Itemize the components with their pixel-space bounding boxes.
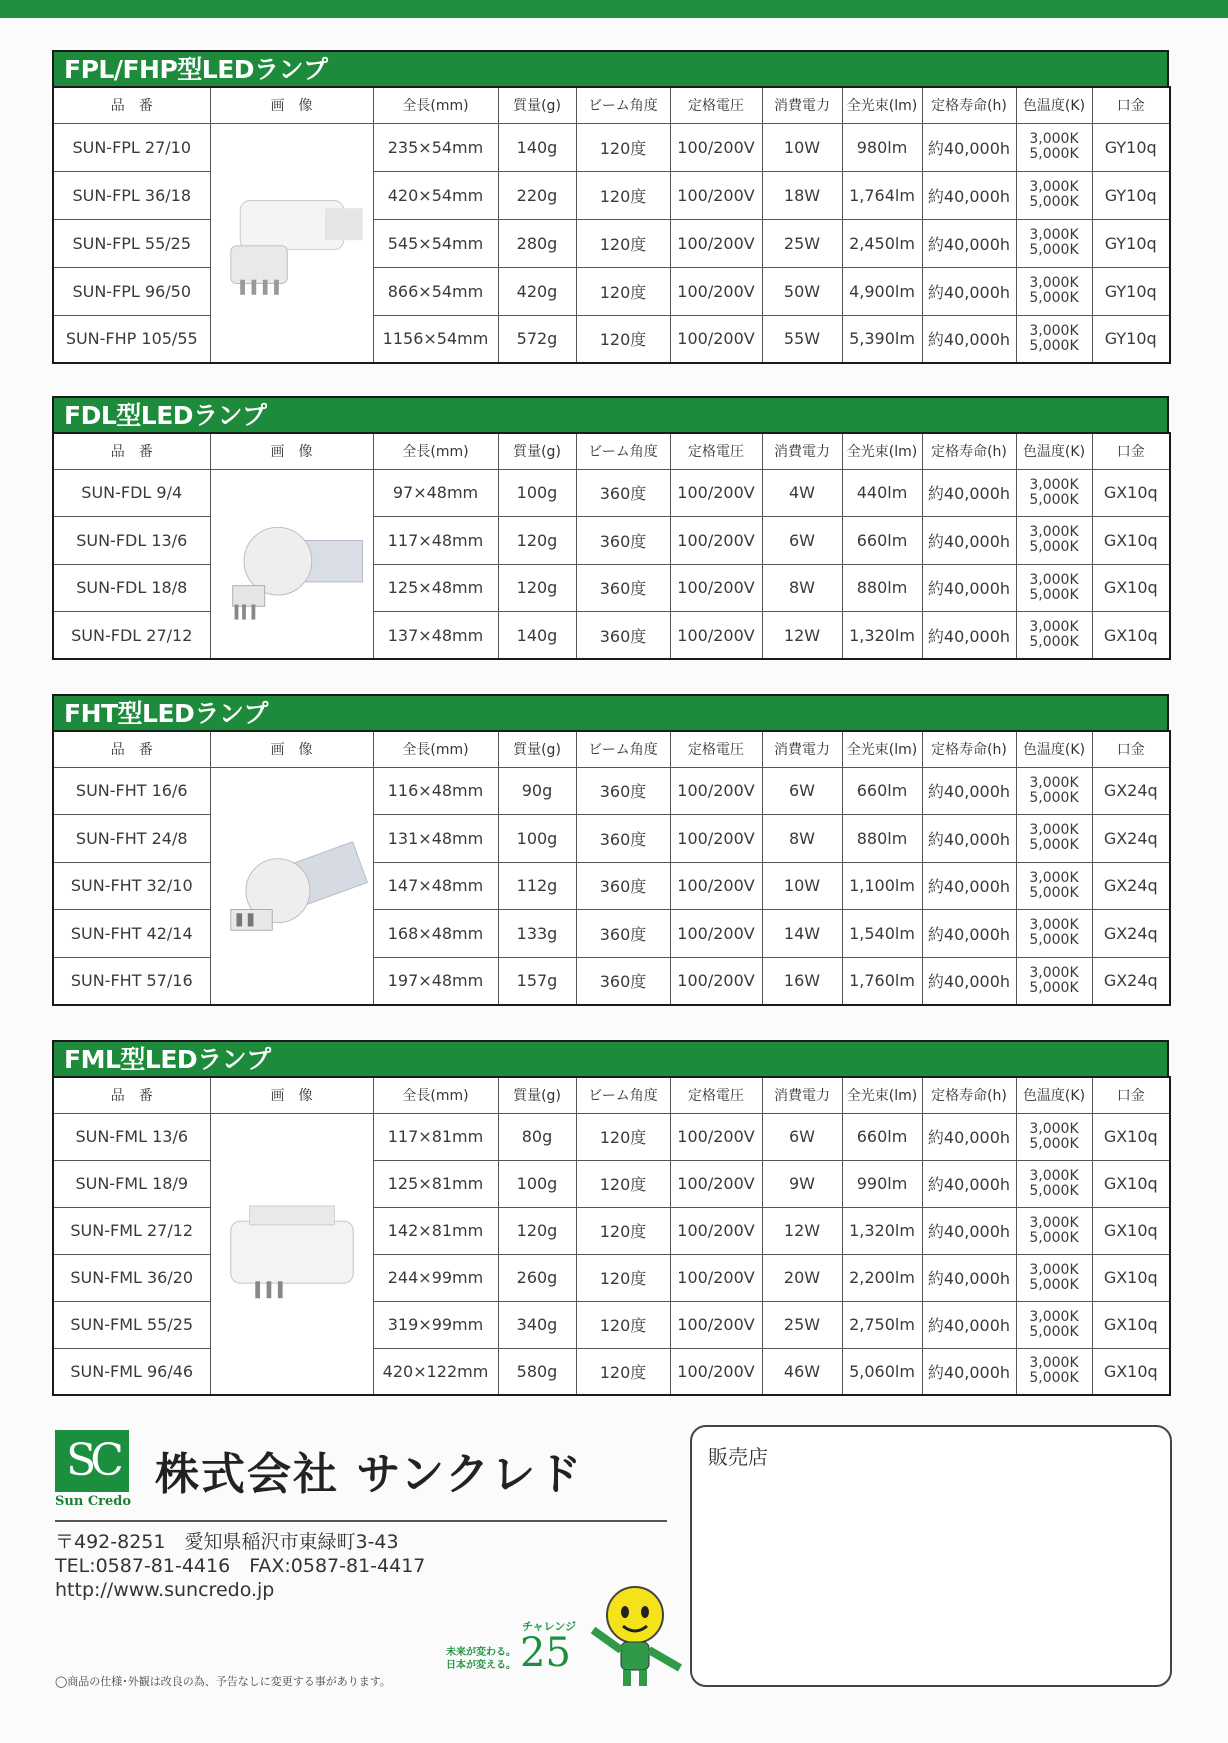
header-row: [53, 433, 1170, 469]
spec-cell: 25W: [762, 1301, 842, 1348]
spec-cell: 6W: [762, 1113, 842, 1160]
lamp-fdl-image-icon: [212, 499, 372, 629]
column-header: 画 像: [210, 1077, 373, 1113]
spec-cell: 4W: [762, 469, 842, 517]
column-header: ビーム角度: [576, 1077, 670, 1113]
spec-cell: 14W: [762, 910, 842, 958]
spec-cell: 660lm: [842, 767, 922, 815]
spec-cell: GX10q: [1092, 1254, 1170, 1301]
spec-cell: 360度: [576, 957, 670, 1005]
section-title: FML型LEDランプ: [52, 1040, 1169, 1076]
spec-cell: 90g: [498, 767, 576, 815]
spec-cell: 100/200V: [670, 767, 762, 815]
color-temp-cell: 3,000K 5,000K: [1016, 767, 1092, 815]
color-temp-cell: 3,000K 5,000K: [1016, 862, 1092, 910]
mascot-bulb-character-icon: [585, 1580, 685, 1690]
dealer-label: 販売店: [708, 1445, 768, 1469]
color-temp-cell: 3,000K 5,000K: [1016, 315, 1092, 363]
spec-cell: 25W: [762, 219, 842, 267]
spec-cell: 100/200V: [670, 564, 762, 612]
color-temp-cell: 3,000K 5,000K: [1016, 1207, 1092, 1254]
spec-cell: 約40,000h: [922, 517, 1016, 565]
spec-cell: 100/200V: [670, 219, 762, 267]
challenge-25-logo: [440, 1618, 590, 1678]
model-number-cell: SUN-FHT 32/10: [53, 862, 210, 910]
spec-cell: 6W: [762, 517, 842, 565]
color-temp-cell: 3,000K 5,000K: [1016, 219, 1092, 267]
company-address: 〒492-8251 愛知県稲沢市東緑町3-43: [55, 1531, 399, 1553]
spec-cell: 約40,000h: [922, 767, 1016, 815]
spec-cell: 880lm: [842, 815, 922, 863]
color-temp-cell: 3,000K 5,000K: [1016, 171, 1092, 219]
spec-cell: 約40,000h: [922, 1160, 1016, 1207]
spec-cell: 1,764lm: [842, 171, 922, 219]
column-header: 口金: [1092, 87, 1170, 123]
spec-cell: 約40,000h: [922, 171, 1016, 219]
column-header: 質量(g): [498, 1077, 576, 1113]
color-temp-cell: 3,000K 5,000K: [1016, 1254, 1092, 1301]
spec-cell: 1,320lm: [842, 1207, 922, 1254]
color-temp-cell: 3,000K 5,000K: [1016, 123, 1092, 171]
model-number-cell: SUN-FHT 16/6: [53, 767, 210, 815]
spec-cell: 420×54mm: [373, 171, 498, 219]
spec-cell: GX24q: [1092, 815, 1170, 863]
table-row: [53, 767, 1170, 815]
company-url[interactable]: http://www.suncredo.jp: [55, 1579, 275, 1601]
spec-cell: 117×81mm: [373, 1113, 498, 1160]
section-title: FDL型LEDランプ: [52, 396, 1169, 432]
column-header: 品 番: [53, 87, 210, 123]
spec-cell: 116×48mm: [373, 767, 498, 815]
spec-cell: 約40,000h: [922, 219, 1016, 267]
model-number-cell: SUN-FHP 105/55: [53, 315, 210, 363]
spec-cell: 8W: [762, 564, 842, 612]
header-row: [53, 87, 1170, 123]
spec-cell: GX10q: [1092, 1113, 1170, 1160]
section-0: [52, 50, 1169, 364]
model-number-cell: SUN-FHT 57/16: [53, 957, 210, 1005]
table-row: [53, 1113, 1170, 1160]
column-header: 口金: [1092, 1077, 1170, 1113]
spec-cell: 約40,000h: [922, 267, 1016, 315]
model-number-cell: SUN-FML 96/46: [53, 1348, 210, 1395]
spec-cell: 100/200V: [670, 957, 762, 1005]
model-number-cell: SUN-FDL 9/4: [53, 469, 210, 517]
color-temp-cell: 3,000K 5,000K: [1016, 910, 1092, 958]
spec-cell: 12W: [762, 612, 842, 660]
section-title: FHT型LEDランプ: [52, 694, 1169, 730]
model-number-cell: SUN-FPL 55/25: [53, 219, 210, 267]
challenge-slogan-line1: 未来が変わる。: [446, 1647, 516, 1658]
model-number-cell: SUN-FDL 27/12: [53, 612, 210, 660]
spec-cell: 2,200lm: [842, 1254, 922, 1301]
column-header: 質量(g): [498, 433, 576, 469]
product-image: [210, 123, 373, 363]
challenge-slogan: [446, 1646, 516, 1672]
column-header: 品 番: [53, 731, 210, 767]
spec-cell: 16W: [762, 957, 842, 1005]
spec-cell: 120度: [576, 1348, 670, 1395]
spec-cell: 120g: [498, 1207, 576, 1254]
section-1: [52, 396, 1169, 660]
column-header: 画 像: [210, 87, 373, 123]
model-number-cell: SUN-FDL 13/6: [53, 517, 210, 565]
spec-cell: 50W: [762, 267, 842, 315]
column-header: 色温度(K): [1016, 87, 1092, 123]
column-header: 色温度(K): [1016, 1077, 1092, 1113]
column-header: 消費電力: [762, 433, 842, 469]
product-image: [210, 767, 373, 1005]
column-header: 定格電圧: [670, 87, 762, 123]
spec-cell: 140g: [498, 123, 576, 171]
spec-cell: GY10q: [1092, 171, 1170, 219]
spec-cell: GX24q: [1092, 957, 1170, 1005]
spec-cell: 約40,000h: [922, 815, 1016, 863]
spec-cell: 100/200V: [670, 1207, 762, 1254]
spec-cell: GY10q: [1092, 219, 1170, 267]
spec-cell: 120度: [576, 1254, 670, 1301]
table-row: [53, 123, 1170, 171]
spec-cell: 360度: [576, 767, 670, 815]
spec-cell: 120度: [576, 1113, 670, 1160]
column-header: 全光束(lm): [842, 87, 922, 123]
color-temp-cell: 3,000K 5,000K: [1016, 1348, 1092, 1395]
column-header: 消費電力: [762, 1077, 842, 1113]
section-3: [52, 1040, 1169, 1396]
spec-cell: 97×48mm: [373, 469, 498, 517]
color-temp-cell: 3,000K 5,000K: [1016, 957, 1092, 1005]
spec-cell: 10W: [762, 123, 842, 171]
spec-cell: GX24q: [1092, 910, 1170, 958]
spec-cell: 660lm: [842, 517, 922, 565]
model-number-cell: SUN-FPL 36/18: [53, 171, 210, 219]
spec-cell: GX24q: [1092, 862, 1170, 910]
spec-cell: 880lm: [842, 564, 922, 612]
spec-cell: 1,100lm: [842, 862, 922, 910]
spec-cell: 147×48mm: [373, 862, 498, 910]
spec-cell: 117×48mm: [373, 517, 498, 565]
spec-cell: GX10q: [1092, 1160, 1170, 1207]
model-number-cell: SUN-FPL 27/10: [53, 123, 210, 171]
spec-cell: 100/200V: [670, 1348, 762, 1395]
column-header: 画 像: [210, 433, 373, 469]
company-logo-subtitle: Sun Credo: [55, 1494, 132, 1509]
spec-cell: 8W: [762, 815, 842, 863]
color-temp-cell: 3,000K 5,000K: [1016, 1301, 1092, 1348]
spec-cell: 46W: [762, 1348, 842, 1395]
spec-cell: 100/200V: [670, 315, 762, 363]
spec-cell: 100/200V: [670, 267, 762, 315]
spec-cell: 360度: [576, 469, 670, 517]
spec-cell: 280g: [498, 219, 576, 267]
column-header: 全光束(lm): [842, 433, 922, 469]
model-number-cell: SUN-FPL 96/50: [53, 267, 210, 315]
column-header: 定格電圧: [670, 433, 762, 469]
spec-cell: 5,390lm: [842, 315, 922, 363]
spec-cell: GX24q: [1092, 767, 1170, 815]
spec-cell: 220g: [498, 171, 576, 219]
color-temp-cell: 3,000K 5,000K: [1016, 1113, 1092, 1160]
spec-cell: 約40,000h: [922, 123, 1016, 171]
divider: [55, 1520, 667, 1522]
column-header: 定格寿命(h): [922, 87, 1016, 123]
spec-cell: 4,900lm: [842, 267, 922, 315]
column-header: 定格寿命(h): [922, 433, 1016, 469]
column-header: 定格寿命(h): [922, 731, 1016, 767]
spec-cell: 100/200V: [670, 910, 762, 958]
column-header: 全長(mm): [373, 87, 498, 123]
spec-cell: 55W: [762, 315, 842, 363]
spec-cell: 125×81mm: [373, 1160, 498, 1207]
spec-cell: 10W: [762, 862, 842, 910]
spec-cell: 120度: [576, 219, 670, 267]
spec-cell: 約40,000h: [922, 910, 1016, 958]
color-temp-cell: 3,000K 5,000K: [1016, 815, 1092, 863]
spec-cell: GX10q: [1092, 517, 1170, 565]
spec-cell: 約40,000h: [922, 957, 1016, 1005]
challenge-number: 25: [520, 1630, 571, 1676]
spec-cell: 1,760lm: [842, 957, 922, 1005]
spec-cell: 9W: [762, 1160, 842, 1207]
spec-cell: GX10q: [1092, 612, 1170, 660]
spec-cell: 120度: [576, 1301, 670, 1348]
model-number-cell: SUN-FML 27/12: [53, 1207, 210, 1254]
spec-table: [52, 1076, 1171, 1396]
lamp-fpl-image-icon: [212, 178, 372, 308]
spec-cell: GX10q: [1092, 1301, 1170, 1348]
header-row: [53, 731, 1170, 767]
spec-cell: 197×48mm: [373, 957, 498, 1005]
column-header: 色温度(K): [1016, 731, 1092, 767]
spec-cell: GX10q: [1092, 469, 1170, 517]
model-number-cell: SUN-FHT 24/8: [53, 815, 210, 863]
spec-cell: 100/200V: [670, 469, 762, 517]
model-number-cell: SUN-FDL 18/8: [53, 564, 210, 612]
spec-cell: 1,320lm: [842, 612, 922, 660]
lamp-fml-image-icon: [212, 1189, 372, 1319]
column-header: 色温度(K): [1016, 433, 1092, 469]
spec-cell: 100g: [498, 1160, 576, 1207]
product-image: [210, 469, 373, 659]
product-image: [210, 1113, 373, 1395]
spec-cell: 420g: [498, 267, 576, 315]
column-header: 品 番: [53, 1077, 210, 1113]
company-contact: [55, 1530, 425, 1602]
spec-cell: 2,450lm: [842, 219, 922, 267]
spec-cell: 100/200V: [670, 1113, 762, 1160]
spec-cell: 約40,000h: [922, 1113, 1016, 1160]
column-header: 口金: [1092, 731, 1170, 767]
spec-cell: 244×99mm: [373, 1254, 498, 1301]
spec-cell: 360度: [576, 612, 670, 660]
column-header: 定格寿命(h): [922, 1077, 1016, 1113]
table-row: [53, 469, 1170, 517]
spec-cell: 120度: [576, 171, 670, 219]
spec-cell: 112g: [498, 862, 576, 910]
spec-cell: 100g: [498, 469, 576, 517]
dealer-box: [690, 1425, 1172, 1687]
spec-cell: 120g: [498, 517, 576, 565]
spec-cell: 約40,000h: [922, 1207, 1016, 1254]
column-header: 品 番: [53, 433, 210, 469]
spec-cell: GX10q: [1092, 1348, 1170, 1395]
model-number-cell: SUN-FML 36/20: [53, 1254, 210, 1301]
spec-cell: 420×122mm: [373, 1348, 498, 1395]
spec-cell: 235×54mm: [373, 123, 498, 171]
spec-cell: 18W: [762, 171, 842, 219]
column-header: 定格電圧: [670, 1077, 762, 1113]
spec-cell: 100/200V: [670, 1160, 762, 1207]
spec-cell: 319×99mm: [373, 1301, 498, 1348]
color-temp-cell: 3,000K 5,000K: [1016, 1160, 1092, 1207]
column-header: ビーム角度: [576, 433, 670, 469]
spec-cell: 約40,000h: [922, 1348, 1016, 1395]
spec-cell: 80g: [498, 1113, 576, 1160]
company-name: 株式会社 サンクレド: [155, 1449, 584, 1500]
column-header: 全長(mm): [373, 731, 498, 767]
spec-cell: 580g: [498, 1348, 576, 1395]
spec-cell: 360度: [576, 815, 670, 863]
spec-cell: 360度: [576, 862, 670, 910]
spec-cell: 100/200V: [670, 123, 762, 171]
column-header: 消費電力: [762, 87, 842, 123]
color-temp-cell: 3,000K 5,000K: [1016, 469, 1092, 517]
spec-cell: 100/200V: [670, 612, 762, 660]
top-green-band: [0, 0, 1228, 18]
spec-cell: GX10q: [1092, 564, 1170, 612]
spec-cell: 660lm: [842, 1113, 922, 1160]
column-header: ビーム角度: [576, 731, 670, 767]
spec-cell: 120度: [576, 1207, 670, 1254]
spec-cell: 100/200V: [670, 517, 762, 565]
spec-cell: GY10q: [1092, 315, 1170, 363]
spec-cell: 100g: [498, 815, 576, 863]
spec-cell: 1,540lm: [842, 910, 922, 958]
spec-cell: GY10q: [1092, 267, 1170, 315]
column-header: 全光束(lm): [842, 731, 922, 767]
challenge-slogan-line2: 日本が変える。: [446, 1660, 516, 1671]
spec-cell: 100/200V: [670, 171, 762, 219]
spec-cell: 120g: [498, 564, 576, 612]
model-number-cell: SUN-FML 18/9: [53, 1160, 210, 1207]
spec-cell: 12W: [762, 1207, 842, 1254]
spec-cell: 120度: [576, 267, 670, 315]
spec-cell: 360度: [576, 564, 670, 612]
spec-cell: 6W: [762, 767, 842, 815]
section-2: [52, 694, 1169, 1006]
footnote: ◯商品の仕様･外観は改良の為、予告なしに変更する事があります。: [55, 1675, 391, 1688]
spec-cell: 5,060lm: [842, 1348, 922, 1395]
color-temp-cell: 3,000K 5,000K: [1016, 564, 1092, 612]
spec-cell: 980lm: [842, 123, 922, 171]
spec-cell: 340g: [498, 1301, 576, 1348]
spec-cell: 120度: [576, 1160, 670, 1207]
spec-cell: 866×54mm: [373, 267, 498, 315]
company-phone: TEL:0587-81-4416 FAX:0587-81-4417: [55, 1555, 426, 1577]
spec-cell: 440lm: [842, 469, 922, 517]
spec-cell: 360度: [576, 517, 670, 565]
spec-cell: 約40,000h: [922, 315, 1016, 363]
spec-cell: 545×54mm: [373, 219, 498, 267]
color-temp-cell: 3,000K 5,000K: [1016, 612, 1092, 660]
spec-cell: 131×48mm: [373, 815, 498, 863]
spec-cell: 140g: [498, 612, 576, 660]
spec-cell: 142×81mm: [373, 1207, 498, 1254]
spec-cell: 約40,000h: [922, 862, 1016, 910]
column-header: 口金: [1092, 433, 1170, 469]
spec-cell: 20W: [762, 1254, 842, 1301]
spec-cell: 137×48mm: [373, 612, 498, 660]
spec-cell: 125×48mm: [373, 564, 498, 612]
spec-table: [52, 432, 1171, 660]
spec-cell: 100/200V: [670, 1254, 762, 1301]
spec-cell: 168×48mm: [373, 910, 498, 958]
spec-cell: 360度: [576, 910, 670, 958]
color-temp-cell: 3,000K 5,000K: [1016, 267, 1092, 315]
spec-cell: 157g: [498, 957, 576, 1005]
lamp-fht-image-icon: [212, 821, 372, 951]
column-header: 全光束(lm): [842, 1077, 922, 1113]
spec-cell: 2,750lm: [842, 1301, 922, 1348]
spec-cell: GX10q: [1092, 1207, 1170, 1254]
column-header: 全長(mm): [373, 1077, 498, 1113]
column-header: 質量(g): [498, 87, 576, 123]
column-header: 画 像: [210, 731, 373, 767]
column-header: ビーム角度: [576, 87, 670, 123]
color-temp-cell: 3,000K 5,000K: [1016, 517, 1092, 565]
spec-cell: 120度: [576, 123, 670, 171]
spec-cell: 572g: [498, 315, 576, 363]
spec-cell: 約40,000h: [922, 1301, 1016, 1348]
column-header: 定格電圧: [670, 731, 762, 767]
spec-cell: 100/200V: [670, 1301, 762, 1348]
spec-cell: 133g: [498, 910, 576, 958]
spec-cell: 120度: [576, 315, 670, 363]
spec-cell: 約40,000h: [922, 564, 1016, 612]
model-number-cell: SUN-FHT 42/14: [53, 910, 210, 958]
spec-cell: GY10q: [1092, 123, 1170, 171]
column-header: 全長(mm): [373, 433, 498, 469]
spec-table: [52, 730, 1171, 1006]
header-row: [53, 1077, 1170, 1113]
spec-cell: 260g: [498, 1254, 576, 1301]
spec-cell: 約40,000h: [922, 612, 1016, 660]
spec-cell: 100/200V: [670, 862, 762, 910]
spec-table: [52, 86, 1171, 364]
section-title: FPL/FHP型LEDランプ: [52, 50, 1169, 86]
spec-cell: 約40,000h: [922, 469, 1016, 517]
challenge-label: チャレンジ: [522, 1620, 577, 1633]
spec-cell: 約40,000h: [922, 1254, 1016, 1301]
spec-cell: 100/200V: [670, 815, 762, 863]
spec-cell: 1156×54mm: [373, 315, 498, 363]
column-header: 質量(g): [498, 731, 576, 767]
model-number-cell: SUN-FML 55/25: [53, 1301, 210, 1348]
company-logo: SC: [55, 1430, 129, 1492]
column-header: 消費電力: [762, 731, 842, 767]
spec-cell: 990lm: [842, 1160, 922, 1207]
model-number-cell: SUN-FML 13/6: [53, 1113, 210, 1160]
